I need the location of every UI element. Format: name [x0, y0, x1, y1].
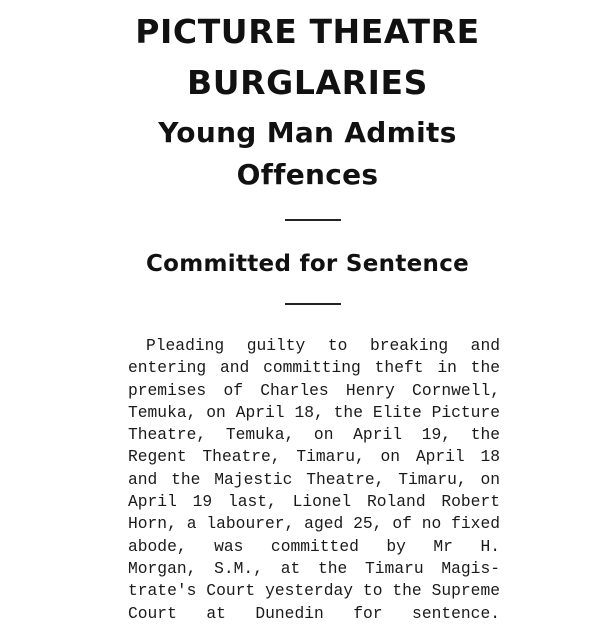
headline-line-1: PICTURE THEATRE	[135, 12, 480, 51]
body-line: Regent Theatre, Timaru, on April 18	[128, 447, 500, 467]
body-line: Horn, a labourer, aged 25, of no fixed	[128, 514, 500, 534]
body-line: Court at Dunedin for sentence.	[128, 603, 500, 623]
body-line: April 19 last, Lionel Roland Robert	[128, 492, 500, 512]
body-line: Morgan, S.M., at the Timaru Magis-	[128, 558, 500, 578]
body-line: trate's Court yesterday to the Supreme	[128, 581, 500, 601]
section-divider-bottom	[285, 303, 341, 305]
body-line: premises of Charles Henry Cornwell,	[128, 380, 500, 400]
body-line: Pleading guilty to breaking and	[146, 336, 500, 355]
section-divider-top	[285, 219, 341, 221]
body-line: entering and committing theft in the	[128, 358, 500, 378]
body-line: Theatre, Temuka, on April 19, the	[128, 425, 500, 445]
body-line: abode, was committed by Mr H.	[128, 536, 500, 556]
subheadline: Committed for Sentence	[145, 251, 470, 277]
headline-line-3: Young Man Admits	[158, 116, 457, 149]
body-line: Temuka, on April 18, the Elite Picture	[128, 402, 500, 422]
headline-line-4: Offences	[236, 158, 379, 191]
body-line: and the Majestic Theatre, Timaru, on	[128, 469, 500, 489]
article-body	[128, 335, 500, 625]
headline-line-2: BURGLARIES	[186, 63, 428, 102]
